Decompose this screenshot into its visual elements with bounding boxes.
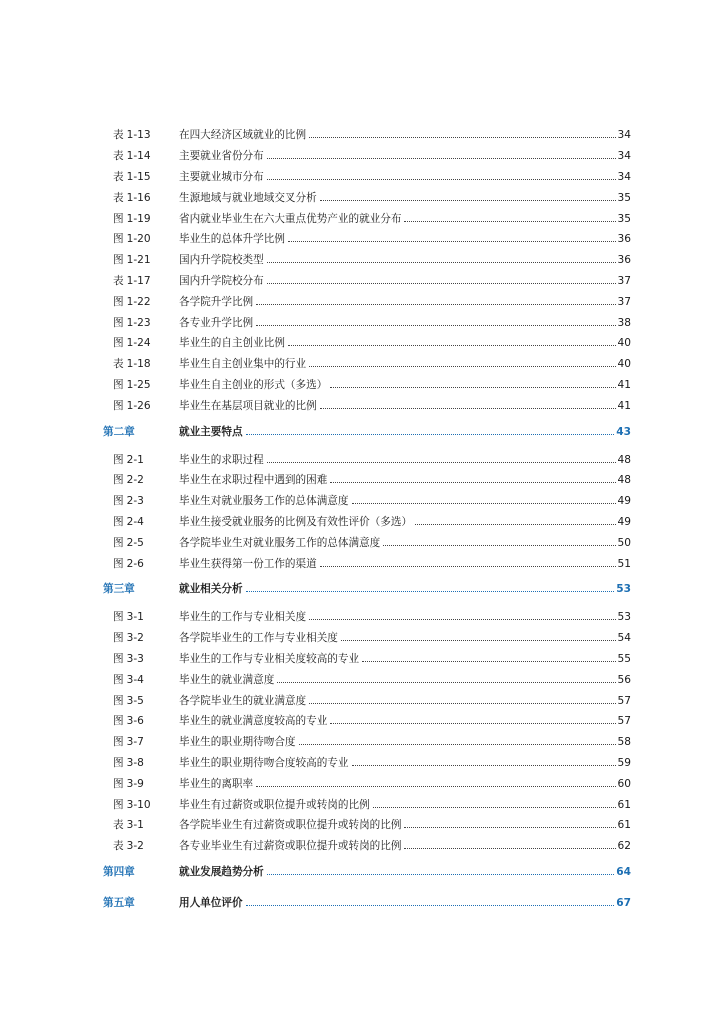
figure-number: 3-7 <box>126 736 144 749</box>
toc-entry[interactable] <box>179 357 631 371</box>
figure-label <box>113 756 173 770</box>
dot-leader <box>309 366 615 367</box>
toc-entry[interactable] <box>179 714 631 728</box>
figure-number: 3-1 <box>126 819 144 832</box>
toc-entry-row[interactable] <box>0 291 724 312</box>
entry-title[interactable]: 国内升学院校分布 <box>179 274 264 287</box>
page-number[interactable]: 57 <box>617 715 631 728</box>
figure-type: 图 <box>113 536 124 549</box>
figure-label <box>113 149 173 163</box>
dot-leader <box>352 503 616 504</box>
dot-leader <box>309 619 615 620</box>
figure-number: 2-5 <box>126 536 144 549</box>
figure-number: 1-17 <box>126 274 151 287</box>
entry-title[interactable]: 主要就业城市分布 <box>179 170 264 183</box>
page-number[interactable]: 64 <box>616 866 631 878</box>
page-number[interactable]: 53 <box>616 583 631 596</box>
toc-entry[interactable] <box>179 191 631 205</box>
toc-entry[interactable] <box>179 232 631 246</box>
entry-title[interactable]: 各学院毕业生的工作与专业相关度 <box>179 632 338 645</box>
figure-number: 3-2 <box>126 840 144 853</box>
page-number[interactable]: 61 <box>617 798 631 811</box>
entry-title[interactable]: 毕业生自主创业的形式（多选） <box>179 378 328 391</box>
entry-title[interactable]: 各学院升学比例 <box>179 295 254 308</box>
toc-entry-row[interactable] <box>0 512 724 533</box>
figure-type: 图 <box>113 399 124 412</box>
toc-chapter-row[interactable] <box>0 418 724 445</box>
figure-type: 图 <box>113 777 124 790</box>
figure-number: 3-6 <box>126 715 144 728</box>
toc-chapter-row[interactable] <box>0 890 724 917</box>
figure-type: 图 <box>113 515 124 528</box>
dot-leader <box>246 905 615 906</box>
toc-entry-row[interactable] <box>0 669 724 690</box>
entry-title[interactable]: 毕业生接受就业服务的比例及有效性评价（多选） <box>179 515 413 528</box>
figure-label <box>113 357 173 371</box>
figure-type: 图 <box>113 495 124 508</box>
figure-type: 图 <box>113 798 124 811</box>
toc-entry[interactable] <box>179 582 631 596</box>
table-of-contents <box>0 125 724 921</box>
figure-type: 图 <box>113 715 124 728</box>
entry-title[interactable]: 国内升学院校类型 <box>179 254 264 267</box>
figure-label <box>113 735 173 749</box>
entry-title[interactable]: 毕业生对就业服务工作的总体满意度 <box>179 495 349 508</box>
figure-label <box>113 494 173 508</box>
entry-title[interactable]: 各学院毕业生对就业服务工作的总体满意度 <box>179 536 381 549</box>
toc-entry[interactable] <box>179 212 631 226</box>
toc-entry-row[interactable] <box>0 354 724 375</box>
dot-leader <box>341 640 616 641</box>
figure-number: 1-18 <box>126 358 151 371</box>
figure-number: 2-4 <box>126 515 144 528</box>
toc-entry-row[interactable] <box>0 628 724 649</box>
toc-entry-row[interactable] <box>0 395 724 416</box>
dot-leader <box>299 744 616 745</box>
figure-type: 图 <box>113 652 124 665</box>
entry-title[interactable]: 省内就业毕业生在六大重点优势产业的就业分布 <box>179 212 402 225</box>
dot-leader <box>288 345 616 346</box>
dot-leader <box>309 137 615 138</box>
toc-entry[interactable] <box>179 652 631 666</box>
figure-number: 3-9 <box>126 777 144 790</box>
figure-number: 1-13 <box>126 129 151 142</box>
toc-entry-row[interactable] <box>0 491 724 512</box>
toc-entry-row[interactable] <box>0 836 724 857</box>
figure-label <box>113 399 173 413</box>
toc-entry[interactable] <box>179 536 631 550</box>
toc-entry-row[interactable] <box>0 553 724 574</box>
dot-leader <box>309 703 615 704</box>
toc-entry[interactable] <box>179 316 631 330</box>
page-number[interactable]: 60 <box>617 777 631 790</box>
page-number[interactable]: 36 <box>617 254 631 267</box>
figure-type: 表 <box>113 129 124 142</box>
toc-entry[interactable] <box>179 399 631 413</box>
toc-entry[interactable] <box>179 128 631 142</box>
entry-title[interactable]: 毕业生有过薪资或职位提升或转岗的比例 <box>179 798 370 811</box>
toc-entry[interactable] <box>179 378 631 392</box>
toc-chapter-row[interactable] <box>0 859 724 886</box>
figure-label <box>113 378 173 392</box>
entry-title[interactable]: 就业发展趋势分析 <box>179 866 264 878</box>
page-number[interactable]: 57 <box>617 694 631 707</box>
figure-label <box>113 232 173 246</box>
toc-entry[interactable] <box>179 631 631 645</box>
figure-type: 图 <box>113 453 124 466</box>
page-number[interactable]: 50 <box>617 536 631 549</box>
figure-label <box>113 557 173 571</box>
figure-label <box>113 128 173 142</box>
entry-title[interactable]: 就业主要特点 <box>179 425 243 438</box>
figure-label <box>113 673 173 687</box>
figure-number: 3-5 <box>126 694 144 707</box>
figure-label <box>113 798 173 812</box>
figure-label <box>113 777 173 791</box>
page-number[interactable]: 48 <box>617 474 631 487</box>
chapter-label: 第四章 <box>103 866 135 878</box>
chapter-label: 第五章 <box>103 897 135 909</box>
toc-entry-row[interactable] <box>0 229 724 250</box>
figure-label <box>113 652 173 666</box>
toc-chapter-row[interactable] <box>0 576 724 603</box>
entry-title[interactable]: 毕业生的工作与专业相关度较高的专业 <box>179 652 360 665</box>
page-number[interactable]: 34 <box>617 170 631 183</box>
toc-entry[interactable] <box>179 557 631 571</box>
page-number[interactable]: 34 <box>617 150 631 163</box>
dot-leader <box>288 241 616 242</box>
figure-label <box>113 274 173 288</box>
toc-entry-row[interactable] <box>0 167 724 188</box>
dot-leader <box>246 591 615 592</box>
dot-leader <box>267 262 616 263</box>
page-number[interactable]: 36 <box>617 233 631 246</box>
toc-entry-row[interactable] <box>0 607 724 628</box>
figure-label <box>113 212 173 226</box>
dot-leader <box>246 434 615 435</box>
page-number[interactable]: 61 <box>617 819 631 832</box>
dot-leader <box>404 827 615 828</box>
toc-entry-row[interactable] <box>0 333 724 354</box>
page-number[interactable]: 62 <box>617 840 631 853</box>
entry-title[interactable]: 用人单位评价 <box>179 897 243 909</box>
entry-title[interactable]: 毕业生在求职过程中遇到的困难 <box>179 474 328 487</box>
dot-leader <box>330 482 615 483</box>
page-number[interactable]: 56 <box>617 673 631 686</box>
page-number[interactable]: 35 <box>617 212 631 225</box>
page-number[interactable]: 40 <box>617 337 631 350</box>
toc-entry-row[interactable] <box>0 375 724 396</box>
figure-label <box>113 515 173 529</box>
page-number[interactable]: 54 <box>617 632 631 645</box>
dot-leader <box>267 874 615 875</box>
toc-entry[interactable] <box>179 798 631 812</box>
toc-entry[interactable] <box>179 694 631 708</box>
dot-leader <box>404 221 615 222</box>
figure-type: 图 <box>113 673 124 686</box>
toc-entry-row[interactable] <box>0 649 724 670</box>
entry-title[interactable]: 毕业生的就业满意度较高的专业 <box>179 715 328 728</box>
dot-leader <box>352 765 616 766</box>
dot-leader <box>267 158 616 159</box>
figure-number: 3-2 <box>126 632 144 645</box>
dot-leader <box>277 682 615 683</box>
figure-type: 图 <box>113 694 124 707</box>
figure-type: 表 <box>113 358 124 371</box>
entry-title[interactable]: 毕业生的就业满意度 <box>179 673 275 686</box>
page-number[interactable]: 51 <box>617 557 631 570</box>
page-number[interactable]: 40 <box>617 358 631 371</box>
figure-number: 1-24 <box>126 337 151 350</box>
figure-number: 1-14 <box>126 150 151 163</box>
figure-number: 3-10 <box>126 798 151 811</box>
toc-entry[interactable] <box>179 756 631 770</box>
dot-leader <box>256 786 615 787</box>
toc-entry[interactable] <box>179 735 631 749</box>
figure-label <box>113 191 173 205</box>
figure-type: 图 <box>113 632 124 645</box>
figure-number: 1-26 <box>126 399 151 412</box>
figure-type: 表 <box>113 150 124 163</box>
toc-entry[interactable] <box>179 336 631 350</box>
figure-number: 1-16 <box>126 191 151 204</box>
entry-title[interactable]: 毕业生的求职过程 <box>179 453 264 466</box>
figure-number: 3-8 <box>126 756 144 769</box>
figure-type: 表 <box>113 191 124 204</box>
figure-number: 1-23 <box>126 316 151 329</box>
entry-title[interactable]: 毕业生自主创业集中的行业 <box>179 358 307 371</box>
figure-type: 表 <box>113 840 124 853</box>
entry-title[interactable]: 毕业生的职业期待吻合度 <box>179 736 296 749</box>
toc-entry-row[interactable] <box>0 532 724 553</box>
page-number[interactable]: 38 <box>617 316 631 329</box>
entry-title[interactable]: 毕业生的职业期待吻合度较高的专业 <box>179 756 349 769</box>
figure-number: 1-21 <box>126 254 151 267</box>
toc-entry[interactable] <box>179 425 631 439</box>
page-number[interactable]: 59 <box>617 756 631 769</box>
toc-entry[interactable] <box>179 865 631 879</box>
toc-entry-row[interactable] <box>0 794 724 815</box>
page-number[interactable]: 41 <box>617 378 631 391</box>
figure-number: 3-3 <box>126 652 144 665</box>
figure-type: 图 <box>113 233 124 246</box>
toc-entry[interactable] <box>179 610 631 624</box>
page-number[interactable]: 53 <box>617 611 631 624</box>
figure-type: 图 <box>113 316 124 329</box>
dot-leader <box>415 524 615 525</box>
page-number[interactable]: 58 <box>617 736 631 749</box>
figure-type: 图 <box>113 474 124 487</box>
figure-label <box>113 839 173 853</box>
dot-leader <box>330 723 615 724</box>
figure-label <box>113 170 173 184</box>
toc-entry[interactable] <box>179 149 631 163</box>
figure-label <box>113 336 173 350</box>
figure-type: 图 <box>113 378 124 391</box>
figure-label <box>113 473 173 487</box>
toc-entry-row[interactable] <box>0 250 724 271</box>
page-number[interactable]: 43 <box>616 425 631 438</box>
figure-label <box>113 818 173 832</box>
toc-entry-row[interactable] <box>0 187 724 208</box>
dot-leader <box>267 462 616 463</box>
figure-number: 2-6 <box>126 557 144 570</box>
figure-label <box>113 631 173 645</box>
entry-title[interactable]: 毕业生在基层项目就业的比例 <box>179 399 317 412</box>
toc-entry[interactable] <box>179 295 631 309</box>
entry-title[interactable]: 各学院毕业生有过薪资或职位提升或转岗的比例 <box>179 819 402 832</box>
toc-entry[interactable] <box>179 818 631 832</box>
figure-number: 3-4 <box>126 673 144 686</box>
toc-entry[interactable] <box>179 673 631 687</box>
toc-entry-row[interactable] <box>0 449 724 470</box>
entry-title[interactable]: 毕业生的离职率 <box>179 777 254 790</box>
dot-leader <box>256 304 615 305</box>
entry-title[interactable]: 各学院毕业生的就业满意度 <box>179 694 307 707</box>
figure-type: 图 <box>113 557 124 570</box>
page-number[interactable]: 34 <box>617 129 631 142</box>
figure-label <box>113 453 173 467</box>
figure-type: 图 <box>113 756 124 769</box>
figure-number: 1-25 <box>126 378 151 391</box>
dot-leader <box>267 283 616 284</box>
toc-entry[interactable] <box>179 777 631 791</box>
toc-entry[interactable] <box>179 839 631 853</box>
entry-title[interactable]: 就业相关分析 <box>179 583 243 596</box>
figure-label <box>113 610 173 624</box>
dot-leader <box>320 408 616 409</box>
dot-leader <box>383 545 615 546</box>
toc-entry-row[interactable] <box>0 815 724 836</box>
figure-label <box>113 316 173 330</box>
dot-leader <box>267 179 616 180</box>
figure-number: 1-15 <box>126 170 151 183</box>
toc-entry[interactable] <box>179 253 631 267</box>
figure-number: 2-1 <box>126 453 144 466</box>
dot-leader <box>256 325 615 326</box>
entry-title[interactable]: 主要就业省份分布 <box>179 150 264 163</box>
figure-label <box>113 536 173 550</box>
figure-type: 图 <box>113 736 124 749</box>
page-number[interactable]: 67 <box>616 897 631 909</box>
page-number[interactable]: 48 <box>617 453 631 466</box>
toc-entry-row[interactable] <box>0 690 724 711</box>
dot-leader <box>404 848 615 849</box>
page-number[interactable]: 49 <box>617 515 631 528</box>
entry-title[interactable]: 生源地域与就业地域交叉分析 <box>179 191 317 204</box>
toc-entry-row[interactable] <box>0 711 724 732</box>
toc-entry-row[interactable] <box>0 773 724 794</box>
figure-number: 3-1 <box>126 611 144 624</box>
page-number[interactable]: 37 <box>617 274 631 287</box>
chapter-label: 第二章 <box>103 425 135 438</box>
entry-title[interactable]: 毕业生的总体升学比例 <box>179 233 285 246</box>
toc-entry-row[interactable] <box>0 125 724 146</box>
dot-leader <box>362 661 615 662</box>
page-number[interactable]: 41 <box>617 399 631 412</box>
figure-type: 表 <box>113 170 124 183</box>
toc-entry-row[interactable] <box>0 271 724 292</box>
toc-entry[interactable] <box>179 515 631 529</box>
page-number[interactable]: 35 <box>617 191 631 204</box>
dot-leader <box>320 566 616 567</box>
toc-entry[interactable] <box>179 274 631 288</box>
toc-entry-row[interactable] <box>0 732 724 753</box>
entry-title[interactable]: 各专业升学比例 <box>179 316 254 329</box>
figure-number: 1-20 <box>126 233 151 246</box>
figure-type: 图 <box>113 212 124 225</box>
figure-type: 表 <box>113 819 124 832</box>
figure-label <box>113 253 173 267</box>
figure-type: 图 <box>113 254 124 267</box>
figure-type: 图 <box>113 295 124 308</box>
figure-type: 图 <box>113 611 124 624</box>
figure-type: 图 <box>113 337 124 350</box>
toc-entry[interactable] <box>179 896 631 910</box>
toc-entry-row[interactable] <box>0 146 724 167</box>
dot-leader <box>373 807 616 808</box>
toc-entry-row[interactable] <box>0 208 724 229</box>
dot-leader <box>330 387 615 388</box>
figure-number: 1-22 <box>126 295 151 308</box>
toc-entry[interactable] <box>179 453 631 467</box>
figure-label <box>113 295 173 309</box>
toc-entry-row[interactable] <box>0 312 724 333</box>
figure-number: 2-2 <box>126 474 144 487</box>
figure-number: 2-3 <box>126 495 144 508</box>
page-number[interactable]: 55 <box>617 652 631 665</box>
figure-label <box>113 714 173 728</box>
entry-title[interactable]: 毕业生获得第一份工作的渠道 <box>179 557 317 570</box>
entry-title[interactable]: 毕业生的自主创业比例 <box>179 337 285 350</box>
dot-leader <box>320 200 616 201</box>
entry-title[interactable]: 毕业生的工作与专业相关度 <box>179 611 307 624</box>
figure-type: 表 <box>113 274 124 287</box>
page-number[interactable]: 49 <box>617 495 631 508</box>
chapter-label: 第三章 <box>103 583 135 596</box>
figure-number: 1-19 <box>126 212 151 225</box>
toc-entry-row[interactable] <box>0 753 724 774</box>
entry-title[interactable]: 各专业毕业生有过薪资或职位提升或转岗的比例 <box>179 840 402 853</box>
entry-title[interactable]: 在四大经济区域就业的比例 <box>179 129 307 142</box>
toc-entry[interactable] <box>179 473 631 487</box>
toc-entry[interactable] <box>179 494 631 508</box>
page-number[interactable]: 37 <box>617 295 631 308</box>
figure-label <box>113 694 173 708</box>
toc-entry[interactable] <box>179 170 631 184</box>
toc-entry-row[interactable] <box>0 470 724 491</box>
